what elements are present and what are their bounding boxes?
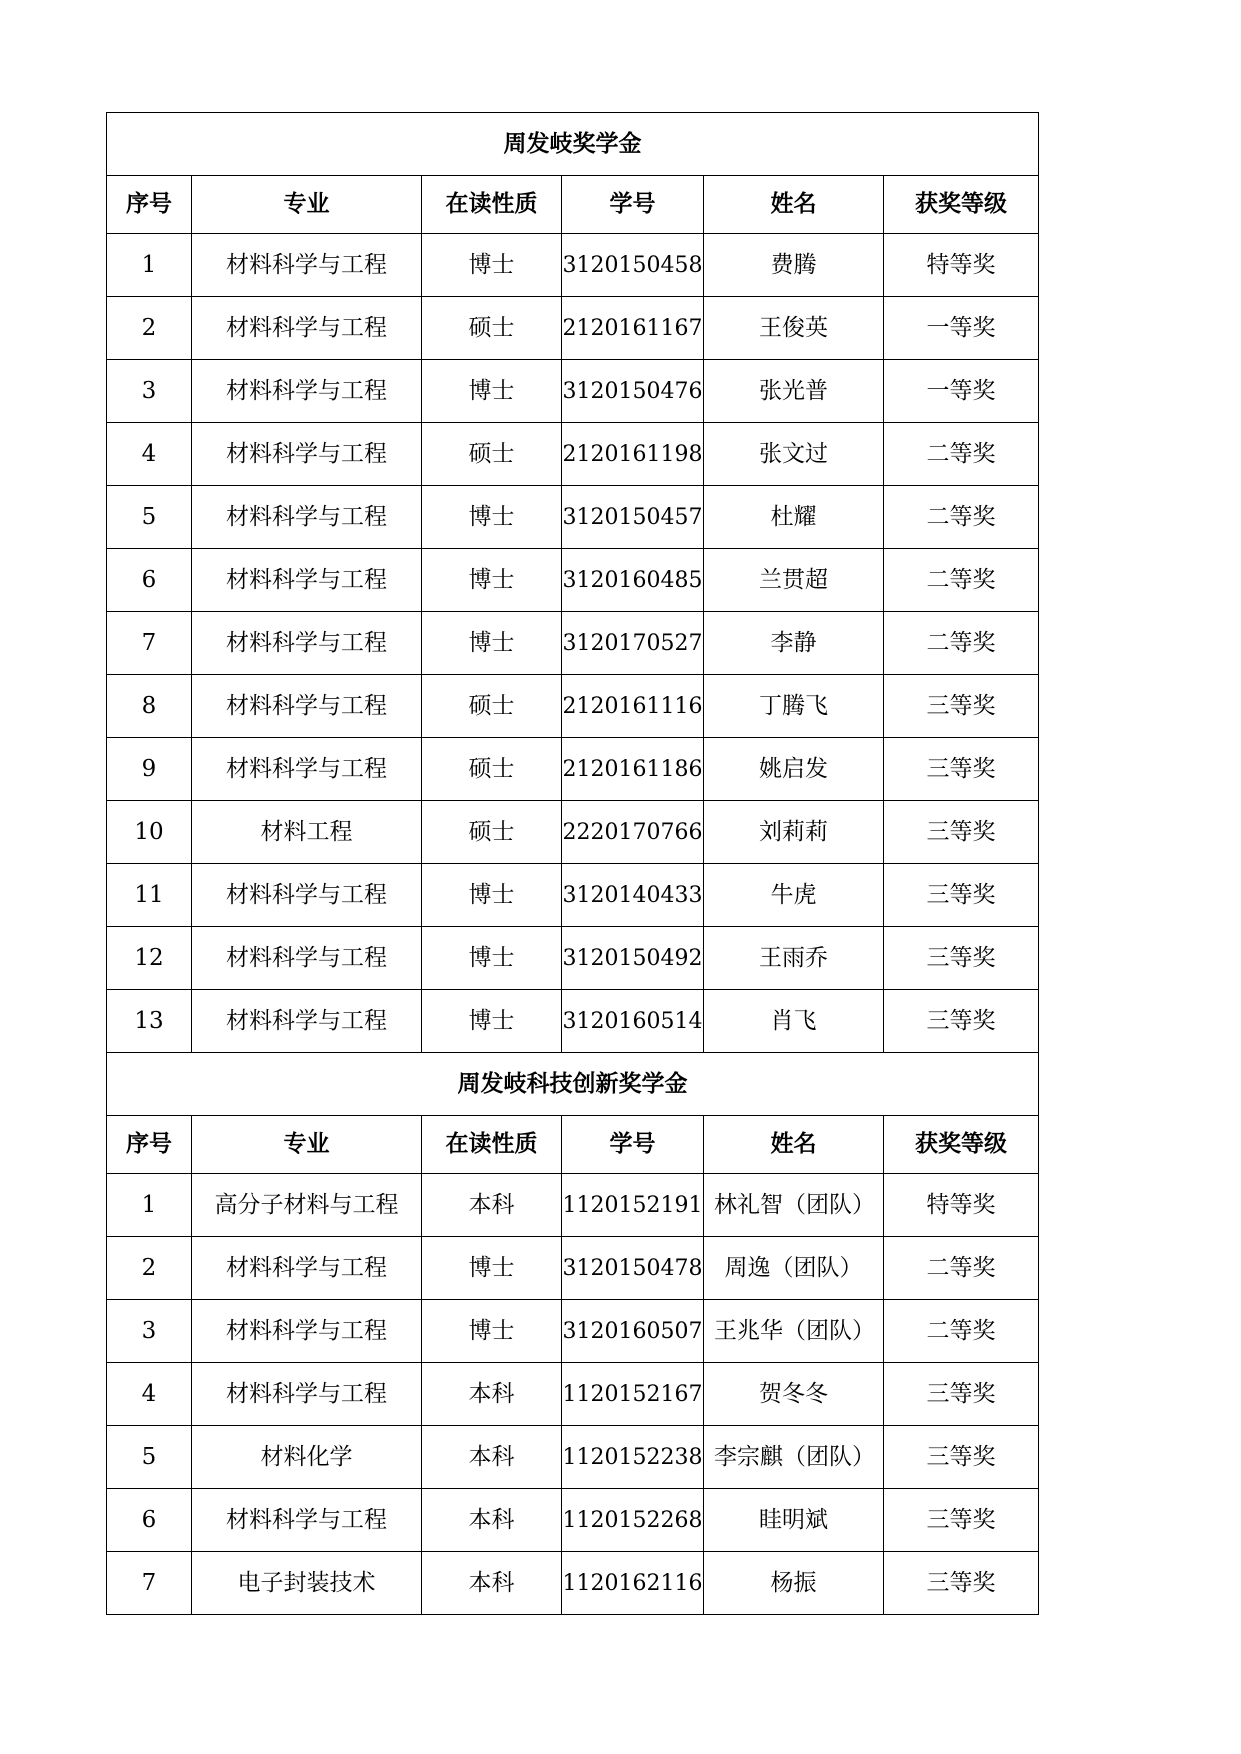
cell-major: 材料科学与工程: [192, 675, 422, 738]
cell-student-id: 1120152268: [562, 1489, 704, 1552]
cell-student-id: 3120150457: [562, 486, 704, 549]
cell-index: 13: [107, 990, 192, 1053]
cell-name: 眭明斌: [704, 1489, 884, 1552]
cell-degree: 博士: [422, 549, 562, 612]
table-row: [107, 360, 1039, 423]
header-award-level: 获奖等级: [884, 176, 1039, 234]
cell-degree: 博士: [422, 864, 562, 927]
cell-award-level: 三等奖: [884, 864, 1039, 927]
cell-student-id: 3120160485: [562, 549, 704, 612]
cell-major: 材料工程: [192, 801, 422, 864]
cell-student-id: 2120161167: [562, 297, 704, 360]
cell-student-id: 1120152167: [562, 1363, 704, 1426]
header-major: 专业: [192, 176, 422, 234]
cell-award-level: 三等奖: [884, 1489, 1039, 1552]
table-row: [107, 1489, 1039, 1552]
cell-major: 材料科学与工程: [192, 549, 422, 612]
cell-name: 周逸（团队）: [704, 1237, 884, 1300]
cell-name: 贺冬冬: [704, 1363, 884, 1426]
cell-student-id: 3120150458: [562, 234, 704, 297]
cell-degree: 博士: [422, 612, 562, 675]
cell-major: 材料科学与工程: [192, 990, 422, 1053]
table-row: [107, 801, 1039, 864]
cell-award-level: 三等奖: [884, 990, 1039, 1053]
cell-award-level: 二等奖: [884, 1237, 1039, 1300]
cell-index: 12: [107, 927, 192, 990]
cell-major: 电子封装技术: [192, 1552, 422, 1615]
cell-major: 材料科学与工程: [192, 1363, 422, 1426]
cell-name: 姚启发: [704, 738, 884, 801]
cell-degree: 博士: [422, 1237, 562, 1300]
cell-degree: 博士: [422, 990, 562, 1053]
table-row: [107, 486, 1039, 549]
cell-degree: 硕士: [422, 423, 562, 486]
cell-index: 10: [107, 801, 192, 864]
cell-degree: 博士: [422, 360, 562, 423]
cell-major: 材料科学与工程: [192, 360, 422, 423]
table-row: [107, 1237, 1039, 1300]
cell-major: 材料科学与工程: [192, 738, 422, 801]
cell-student-id: 3120150492: [562, 927, 704, 990]
table-row: [107, 549, 1039, 612]
table-row: [107, 990, 1039, 1053]
cell-student-id: 1120152238: [562, 1426, 704, 1489]
cell-student-id: 3120150478: [562, 1237, 704, 1300]
cell-award-level: 一等奖: [884, 297, 1039, 360]
cell-award-level: 三等奖: [884, 1552, 1039, 1615]
cell-major: 高分子材料与工程: [192, 1174, 422, 1237]
cell-award-level: 三等奖: [884, 1426, 1039, 1489]
cell-name: 李宗麒（团队）: [704, 1426, 884, 1489]
table-row: [107, 738, 1039, 801]
cell-degree: 本科: [422, 1426, 562, 1489]
header-degree: 在读性质: [422, 1116, 562, 1174]
cell-major: 材料科学与工程: [192, 423, 422, 486]
cell-student-id: 2120161186: [562, 738, 704, 801]
cell-award-level: 三等奖: [884, 738, 1039, 801]
cell-student-id: 2120161198: [562, 423, 704, 486]
cell-index: 2: [107, 1237, 192, 1300]
header-student-id: 学号: [562, 1116, 704, 1174]
cell-name: 费腾: [704, 234, 884, 297]
cell-degree: 博士: [422, 486, 562, 549]
cell-major: 材料科学与工程: [192, 612, 422, 675]
cell-award-level: 二等奖: [884, 486, 1039, 549]
cell-student-id: 3120170527: [562, 612, 704, 675]
table-row: [107, 297, 1039, 360]
cell-student-id: 2220170766: [562, 801, 704, 864]
cell-degree: 博士: [422, 1300, 562, 1363]
cell-name: 肖飞: [704, 990, 884, 1053]
table-row: [107, 1363, 1039, 1426]
cell-award-level: 二等奖: [884, 423, 1039, 486]
table-row: [107, 927, 1039, 990]
cell-student-id: 1120162116: [562, 1552, 704, 1615]
cell-name: 张光普: [704, 360, 884, 423]
header-name: 姓名: [704, 176, 884, 234]
header-student-id: 学号: [562, 176, 704, 234]
cell-student-id: 3120160514: [562, 990, 704, 1053]
header-degree: 在读性质: [422, 176, 562, 234]
table-row: [107, 234, 1039, 297]
cell-name: 杨振: [704, 1552, 884, 1615]
cell-name: 杜耀: [704, 486, 884, 549]
section-title: 周发岐奖学金: [107, 113, 1039, 176]
cell-degree: 本科: [422, 1363, 562, 1426]
cell-index: 7: [107, 1552, 192, 1615]
cell-award-level: 一等奖: [884, 360, 1039, 423]
cell-degree: 博士: [422, 927, 562, 990]
cell-degree: 本科: [422, 1489, 562, 1552]
cell-major: 材料科学与工程: [192, 234, 422, 297]
cell-name: 王俊英: [704, 297, 884, 360]
header-index: 序号: [107, 1116, 192, 1174]
cell-name: 刘莉莉: [704, 801, 884, 864]
cell-award-level: 特等奖: [884, 234, 1039, 297]
cell-award-level: 三等奖: [884, 801, 1039, 864]
header-index: 序号: [107, 176, 192, 234]
cell-award-level: 三等奖: [884, 927, 1039, 990]
cell-index: 2: [107, 297, 192, 360]
cell-index: 4: [107, 1363, 192, 1426]
cell-index: 8: [107, 675, 192, 738]
cell-major: 材料科学与工程: [192, 486, 422, 549]
cell-major: 材料科学与工程: [192, 1489, 422, 1552]
cell-index: 9: [107, 738, 192, 801]
table-row: [107, 1300, 1039, 1363]
header-major: 专业: [192, 1116, 422, 1174]
cell-degree: 硕士: [422, 801, 562, 864]
table-row: [107, 675, 1039, 738]
cell-major: 材料科学与工程: [192, 864, 422, 927]
header-name: 姓名: [704, 1116, 884, 1174]
cell-student-id: 1120152191: [562, 1174, 704, 1237]
table-row: [107, 864, 1039, 927]
cell-award-level: 二等奖: [884, 549, 1039, 612]
cell-name: 牛虎: [704, 864, 884, 927]
cell-degree: 硕士: [422, 738, 562, 801]
cell-name: 丁腾飞: [704, 675, 884, 738]
cell-index: 4: [107, 423, 192, 486]
cell-degree: 硕士: [422, 297, 562, 360]
table-row: [107, 1174, 1039, 1237]
cell-name: 王雨乔: [704, 927, 884, 990]
cell-degree: 硕士: [422, 675, 562, 738]
cell-student-id: 2120161116: [562, 675, 704, 738]
cell-degree: 本科: [422, 1174, 562, 1237]
cell-index: 1: [107, 1174, 192, 1237]
cell-index: 5: [107, 1426, 192, 1489]
cell-index: 3: [107, 1300, 192, 1363]
table-row: [107, 423, 1039, 486]
cell-award-level: 三等奖: [884, 675, 1039, 738]
cell-major: 材料化学: [192, 1426, 422, 1489]
table-row: [107, 1426, 1039, 1489]
cell-award-level: 二等奖: [884, 612, 1039, 675]
cell-name: 兰贯超: [704, 549, 884, 612]
cell-index: 6: [107, 1489, 192, 1552]
cell-name: 林礼智（团队）: [704, 1174, 884, 1237]
header-award-level: 获奖等级: [884, 1116, 1039, 1174]
section-title-row: [107, 113, 1039, 176]
section-title: 周发岐科技创新奖学金: [107, 1053, 1039, 1116]
table-row: [107, 1552, 1039, 1615]
cell-award-level: 二等奖: [884, 1300, 1039, 1363]
cell-name: 李静: [704, 612, 884, 675]
cell-index: 1: [107, 234, 192, 297]
cell-degree: 本科: [422, 1552, 562, 1615]
cell-major: 材料科学与工程: [192, 927, 422, 990]
cell-name: 王兆华（团队）: [704, 1300, 884, 1363]
cell-student-id: 3120140433: [562, 864, 704, 927]
cell-major: 材料科学与工程: [192, 1300, 422, 1363]
cell-index: 3: [107, 360, 192, 423]
cell-index: 11: [107, 864, 192, 927]
section-title-row: [107, 1053, 1039, 1116]
cell-name: 张文过: [704, 423, 884, 486]
column-header-row: [107, 1116, 1039, 1174]
cell-major: 材料科学与工程: [192, 1237, 422, 1300]
cell-student-id: 3120160507: [562, 1300, 704, 1363]
column-header-row: [107, 176, 1039, 234]
cell-award-level: 特等奖: [884, 1174, 1039, 1237]
cell-award-level: 三等奖: [884, 1363, 1039, 1426]
cell-major: 材料科学与工程: [192, 297, 422, 360]
award-list-table: [106, 112, 1039, 1615]
cell-index: 5: [107, 486, 192, 549]
cell-degree: 博士: [422, 234, 562, 297]
cell-student-id: 3120150476: [562, 360, 704, 423]
cell-index: 6: [107, 549, 192, 612]
cell-index: 7: [107, 612, 192, 675]
table-row: [107, 612, 1039, 675]
